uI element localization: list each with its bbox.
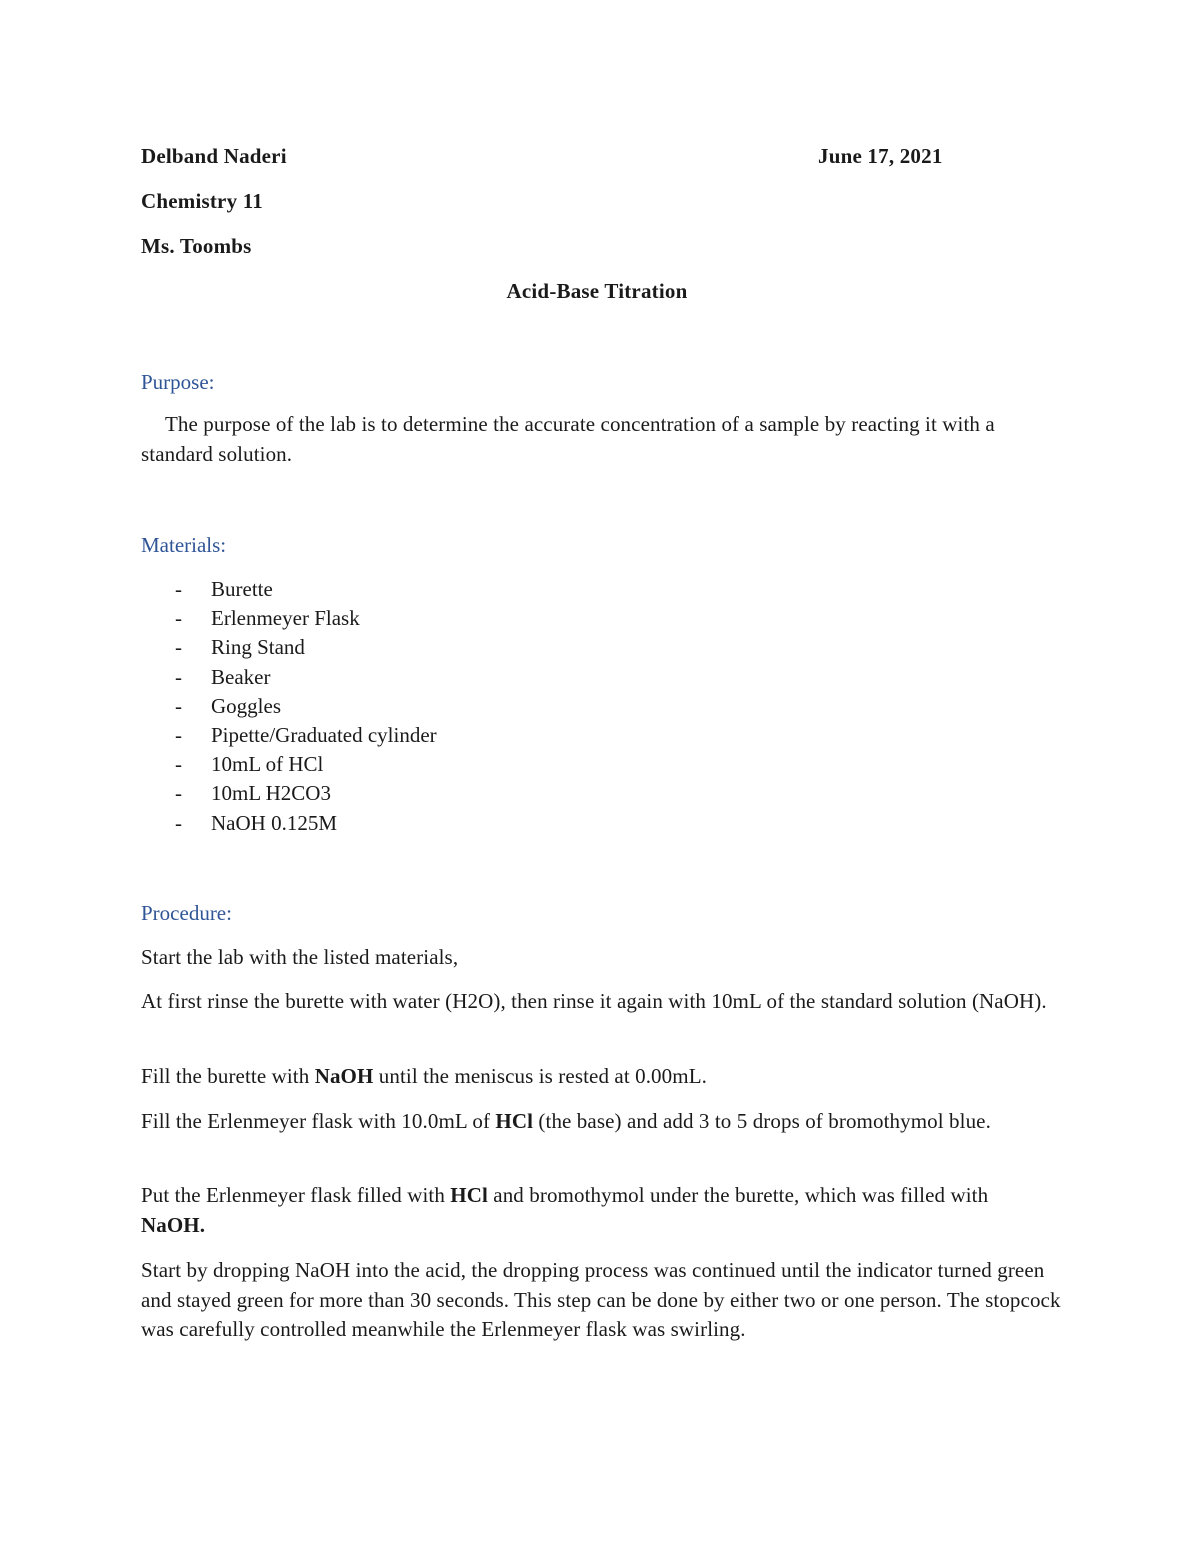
teacher-name: Ms. Toombs xyxy=(141,234,252,258)
procedure-step-1: Start the lab with the listed materials, xyxy=(141,945,459,969)
course-name: Chemistry 11 xyxy=(141,189,263,213)
author-name: Delband Naderi xyxy=(141,144,287,168)
list-item: - Pipette/Graduated cylinder xyxy=(175,722,437,747)
hcl-bold: HCl xyxy=(495,1109,534,1133)
procedure-heading: Procedure: xyxy=(141,901,232,925)
naoh-bold: NaOH xyxy=(314,1064,374,1088)
list-item: - Burette xyxy=(175,577,273,601)
procedure-step-2: At first rinse the burette with water (H2O), then rinse it again with 10mL of the standard solution (NaOH). xyxy=(141,989,1047,1013)
list-item: - 10mL H2CO3 xyxy=(175,781,331,806)
list-item: - Goggles xyxy=(175,693,281,718)
purpose-heading: Purpose: xyxy=(141,370,215,394)
materials-list xyxy=(141,575,941,838)
list-item: - Erlenmeyer Flask xyxy=(175,606,360,631)
materials-heading: Materials: xyxy=(141,533,227,557)
document-date: June 17, 2021 xyxy=(818,144,943,168)
list-item: - Beaker xyxy=(175,664,271,689)
list-item: - NaOH 0.125M xyxy=(175,810,337,835)
procedure-step-3: Fill the burette with NaOH until the meniscus is rested at 0.00mL. xyxy=(141,1064,707,1088)
procedure-step-4: Fill the Erlenmeyer flask with 10.0mL of HCl (the base) and add 3 to 5 drops of bromothymol blue. xyxy=(141,1109,991,1133)
list-item: - Ring Stand xyxy=(175,635,305,660)
document-title: Acid-Base Titration xyxy=(506,279,688,303)
purpose-text: The purpose of the lab is to determine the accurate concentration of a sample by reacting it with a standard solution. xyxy=(141,412,995,466)
procedure-step-6: Start by dropping NaOH into the acid, the dropping process was continued until the indicator turned green and stayed green for more than 30 seconds. This step can be done by either two or one person. The stopcock was carefully controlled meanwhile the Erlenmeyer flask was swirling. xyxy=(141,1258,1061,1341)
list-item: - 10mL of HCl xyxy=(175,752,324,777)
naoh-bold: NaOH. xyxy=(141,1212,206,1237)
procedure-step-5: Put the Erlenmeyer flask filled with HCl and bromothymol under the burette, which was filled with NaOH. xyxy=(141,1183,989,1237)
hcl-bold: HCl xyxy=(450,1183,488,1207)
